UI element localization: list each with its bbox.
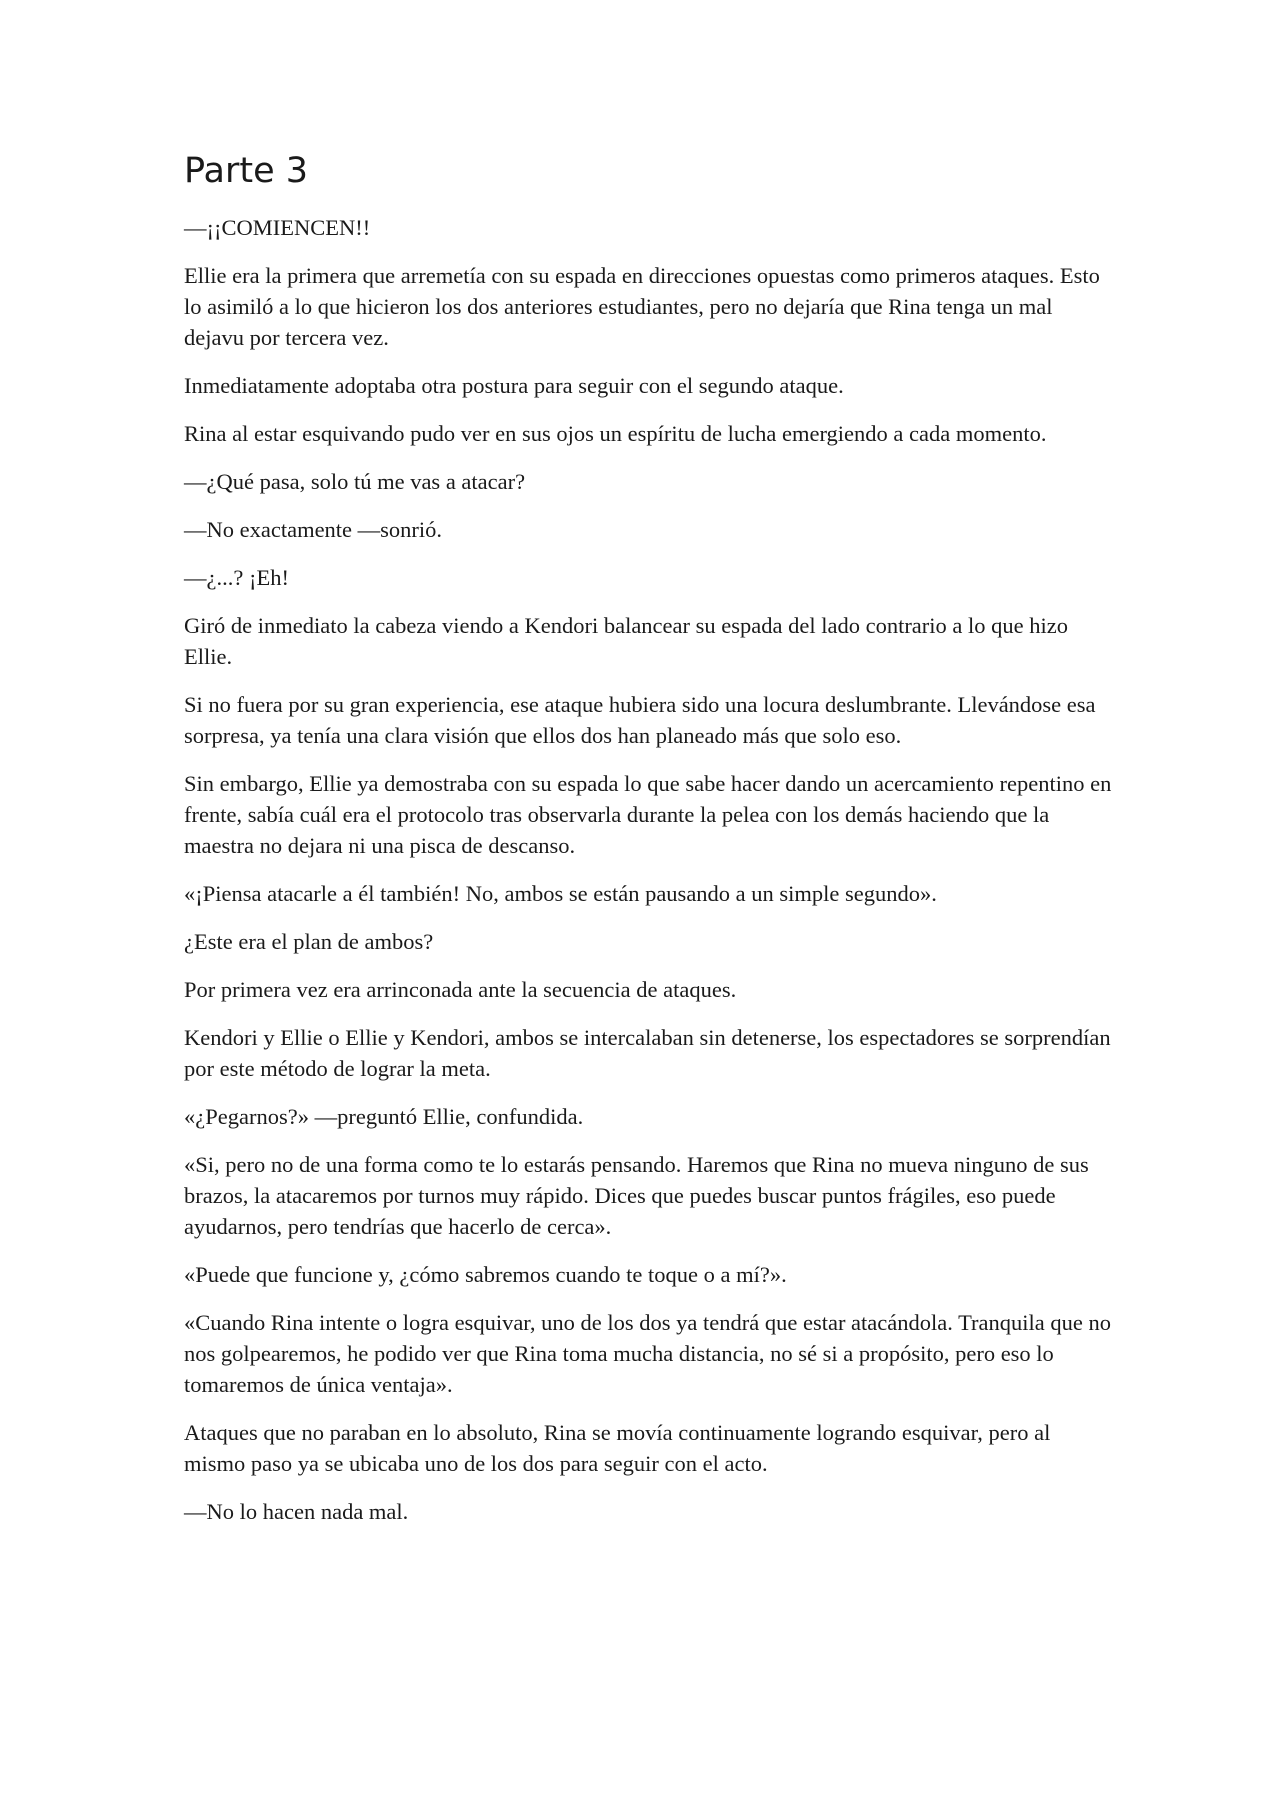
- paragraph-2: Ellie era la primera que arremetía con su espada en direcciones opuestas como primeros ataques. Esto lo asimiló a lo que hicieron los dos anteriores estudiantes, pero no dejaría que Rina tenga un mal dejavu por tercera vez.: [184, 263, 1100, 350]
- paragraph-19: Ataques que no paraban en lo absoluto, Rina se movía continuamente logrando esquivar, pero al mismo paso ya se ubicaba uno de los dos para seguir con el acto.: [184, 1420, 1051, 1476]
- paragraph-14: Kendori y Ellie o Ellie y Kendori, ambos se intercalaban sin detenerse, los espectadores se sorprendían por este método de lograr la meta.: [184, 1025, 1111, 1081]
- paragraph-10: Sin embargo, Ellie ya demostraba con su espada lo que sabe hacer dando un acercamiento repentino en frente, sabía cuál era el protocolo tras observarla durante la pelea con los demás haciendo que la maestra no dejara ni una pisca de descanso.: [184, 771, 1112, 858]
- paragraph-8: Giró de inmediato la cabeza viendo a Kendori balancear su espada del lado contrario a lo que hizo Ellie.: [184, 613, 1069, 669]
- chapter-title: Parte 3: [184, 151, 309, 191]
- paragraph-6: —No exactamente —sonrió.: [184, 517, 443, 542]
- paragraph-9: Si no fuera por su gran experiencia, ese ataque hubiera sido una locura deslumbrante. Llevándose esa sorpresa, ya tenía una clara visión que ellos dos han planeado más que solo eso.: [184, 692, 1096, 748]
- paragraph-20: —No lo hacen nada mal.: [184, 1499, 409, 1524]
- paragraph-17: «Puede que funcione y, ¿cómo sabremos cuando te toque o a mí?».: [184, 1262, 787, 1287]
- paragraph-4: Rina al estar esquivando pudo ver en sus ojos un espíritu de lucha emergiendo a cada momento.: [184, 421, 1047, 446]
- paragraph-12: ¿Este era el plan de ambos?: [184, 929, 434, 954]
- paragraph-3: Inmediatamente adoptaba otra postura para seguir con el segundo ataque.: [184, 373, 844, 398]
- paragraph-1: —¡¡COMIENCEN!!: [184, 215, 371, 240]
- paragraph-18: «Cuando Rina intente o logra esquivar, uno de los dos ya tendrá que estar atacándola. Tranquila que no nos golpearemos, he podido ver que Rina toma mucha distancia, no sé si a propósito, pero eso lo tomaremos de única ventaja».: [184, 1310, 1111, 1397]
- paragraph-11: «¡Piensa atacarle a él también! No, ambos se están pausando a un simple segundo».: [184, 881, 937, 906]
- paragraph-13: Por primera vez era arrinconada ante la secuencia de ataques.: [184, 977, 737, 1002]
- paragraph-16: «Si, pero no de una forma como te lo estarás pensando. Haremos que Rina no mueva ninguno de sus brazos, la atacaremos por turnos muy rápido. Dices que puedes buscar puntos frágiles, eso puede ayudarnos, pero tendrías que hacerlo de cerca».: [184, 1152, 1089, 1239]
- paragraph-7: —¿...? ¡Eh!: [184, 565, 289, 590]
- paragraph-5: —¿Qué pasa, solo tú me vas a atacar?: [184, 469, 526, 494]
- document-page: [184, 150, 1114, 1544]
- paragraph-15: «¿Pegarnos?» —preguntó Ellie, confundida.: [184, 1104, 584, 1129]
